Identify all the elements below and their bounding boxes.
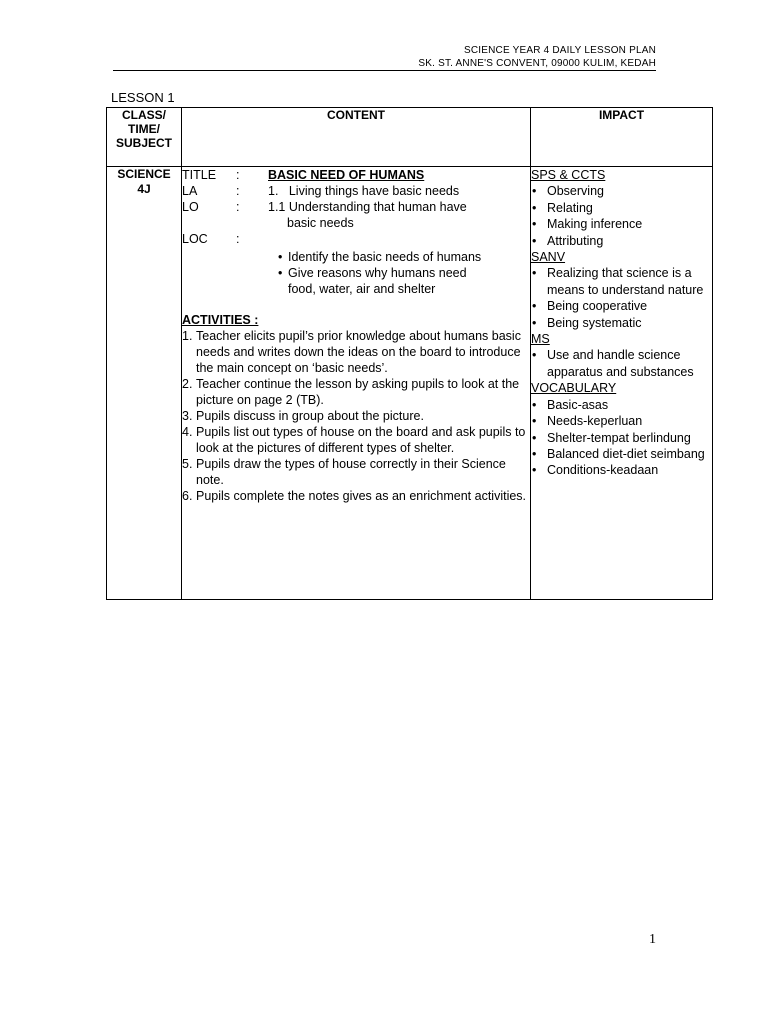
sanv-item: • Being systematic <box>531 315 712 331</box>
activity-number: 2. <box>182 377 193 391</box>
lo-row <box>182 199 530 215</box>
vocabulary-item: • Balanced diet-diet seimbang <box>531 446 712 462</box>
loc-item-text: • Give reasons why humans need <box>288 266 467 280</box>
activity-item <box>182 424 530 456</box>
activity-item <box>182 328 530 376</box>
activity-number: 4. <box>182 425 193 439</box>
sanv-item: • Being cooperative <box>531 298 712 314</box>
class-name: 4J <box>137 182 151 196</box>
la-value: 1. Living things have basic needs <box>268 184 460 198</box>
lo-value: 1.1 Understanding that human have <box>268 200 467 214</box>
vocabulary-heading: VOCABULARY <box>531 381 617 396</box>
lo-colon: : <box>236 200 240 214</box>
loc-colon: : <box>236 232 240 246</box>
table-header-row <box>107 108 713 167</box>
header-class-label: CLASS/ TIME/ SUBJECT <box>116 108 173 150</box>
title-row <box>182 167 530 183</box>
activities-heading: ACTIVITIES : <box>182 313 259 327</box>
la-colon: : <box>236 184 240 198</box>
activity-text: Pupils draw the types of house correctly in their Science note. <box>196 457 506 487</box>
header-content: CONTENT <box>182 108 531 167</box>
lesson-title: BASIC NEED OF HUMANS <box>268 168 425 182</box>
loc-item-text: Identify the basic needs of humans <box>288 250 482 264</box>
sps-item: • Making inference <box>531 216 712 232</box>
activity-text: Pupils discuss in group about the picture. <box>196 409 424 423</box>
content-cell <box>182 167 531 600</box>
loc-item <box>278 265 530 297</box>
header-divider <box>113 70 656 71</box>
sps-item: • Observing <box>531 183 712 199</box>
ms-list <box>531 347 712 380</box>
lesson-label: LESSON 1 <box>111 90 175 105</box>
loc-item-text-continued: food, water, air and shelter <box>288 282 436 296</box>
header-class-time-subject <box>107 108 182 167</box>
sanv-item: • Realizing that science is a means to understand nature <box>531 265 712 298</box>
page-number: 1 <box>649 932 656 947</box>
title-key: TITLE <box>182 168 217 182</box>
vocabulary-item: • Conditions-keadaan <box>531 462 712 478</box>
class-subject: SCIENCE <box>117 167 171 181</box>
activity-number: 5. <box>182 457 193 471</box>
la-key: LA <box>182 184 198 198</box>
activity-item <box>182 376 530 408</box>
sps-heading: SPS & CCTS <box>531 168 606 182</box>
title-colon: : <box>236 168 240 182</box>
loc-row <box>182 231 530 247</box>
lo-value-continued: basic needs <box>287 216 354 230</box>
sanv-heading: SANV <box>531 250 566 265</box>
lo-key: LO <box>182 200 199 214</box>
activity-text: Pupils complete the notes gives as an enrichment activities. <box>196 489 527 503</box>
impact-cell <box>531 167 713 600</box>
document-header <box>418 44 656 70</box>
sps-list <box>531 183 712 249</box>
header-school: SK. ST. ANNE'S CONVENT, 09000 KULIM, KEDAH <box>418 58 656 69</box>
activity-number: 3. <box>182 409 193 423</box>
sps-item: • Relating <box>531 200 712 216</box>
sanv-list <box>531 265 712 331</box>
header-title: SCIENCE YEAR 4 DAILY LESSON PLAN <box>463 45 656 56</box>
loc-list <box>182 249 530 297</box>
activities-list <box>182 328 530 504</box>
vocabulary-item: • Needs-keperluan <box>531 413 712 429</box>
table-body-row <box>107 167 713 600</box>
activity-text: Teacher continue the lesson by asking pupils to look at the picture on page 2 (TB). <box>196 377 520 407</box>
ms-item: • Use and handle science apparatus and substances <box>531 347 712 380</box>
vocabulary-item: • Shelter-tempat berlindung <box>531 430 712 446</box>
sps-item: • Attributing <box>531 233 712 249</box>
activity-item <box>182 488 530 504</box>
class-cell <box>107 167 182 600</box>
activity-number: 1. <box>182 329 193 343</box>
lesson-plan-table <box>106 107 713 600</box>
header-impact: IMPACT <box>531 108 713 167</box>
la-row <box>182 183 530 199</box>
vocabulary-list <box>531 397 712 479</box>
activity-number: 6. <box>182 489 193 503</box>
activity-text: Teacher elicits pupil’s prior knowledge about humans basic needs and writes down the ideas on the board to introduce the main concept on ‘basic needs’. <box>196 329 521 375</box>
ms-heading: MS <box>531 332 550 347</box>
loc-item <box>278 249 530 265</box>
activity-text: Pupils list out types of house on the board and ask pupils to look at the pictures of different types of shelter. <box>196 425 526 455</box>
vocabulary-item: • Basic-asas <box>531 397 712 413</box>
activity-item <box>182 456 530 488</box>
loc-key: LOC <box>182 232 208 246</box>
activity-item <box>182 408 530 424</box>
